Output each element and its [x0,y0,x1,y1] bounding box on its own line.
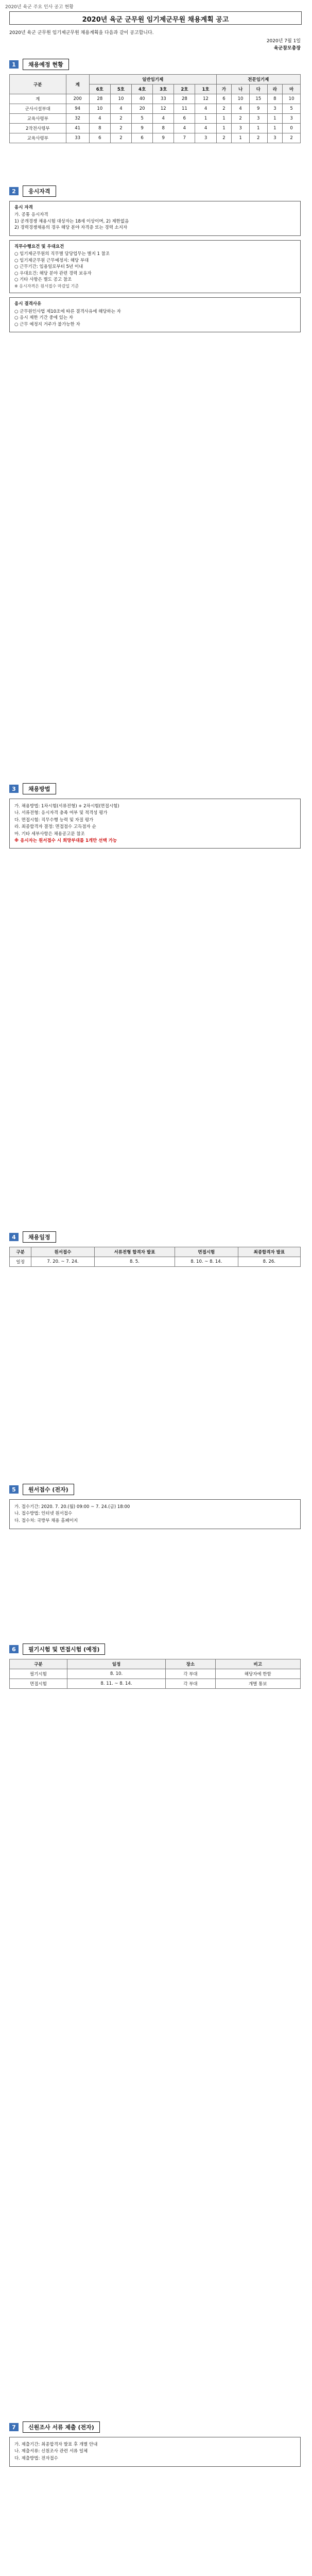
table-cell: 33 [153,94,174,104]
table-header: 최종합격자 발표 [238,1247,300,1257]
qualification-line: 가. 공통 응시자격 [14,212,48,218]
detail-line: ○ 우대요건: 해당 분야 관련 경력 보유자 [14,270,92,276]
table-cell: 12 [153,104,174,114]
section-4-title: 채용일정 [23,1231,56,1243]
table-subheader: 라 [267,84,283,94]
table-header: 구분 [10,1247,31,1257]
table-subheader: 2호 [174,84,195,94]
applicant-box [9,297,301,332]
table-cell: 교육사령부 [10,133,66,143]
table-row [10,124,301,133]
table-header: 장소 [166,1659,215,1669]
table-cell: 10 [89,104,110,114]
application-line: 나. 접수방법: 인터넷 원서접수 [14,1511,73,1517]
section-6-header [9,1643,301,1655]
section-6-title: 필기시험 및 면접시험 (예정) [23,1643,105,1655]
section-4-number: 4 [9,1233,19,1241]
table-cell: 9 [132,124,153,133]
detail-box [9,240,301,294]
title-box [9,11,302,25]
application-box [9,1499,301,1529]
table-cell: 2 [216,133,232,143]
table-cell: 8. 10. ~ 8. 14. [175,1257,238,1267]
table-cell: 32 [66,114,89,124]
table-cell: 각 부대 [166,1669,215,1679]
table-cell: 94 [66,104,89,114]
table-cell: 10 [283,94,301,104]
table-cell: 교육사령부 [10,114,66,124]
section-7-header [9,2421,301,2433]
org-text: 육군참모총장 [273,46,301,52]
table-subheader: 1호 [195,84,216,94]
table-cell: 4 [195,124,216,133]
table-cell: 면접시험 [10,1679,67,1689]
table-cell: 8. 10. [67,1669,165,1679]
intro-block [9,30,301,52]
table-cell: 3 [267,104,283,114]
section-2 [9,185,301,332]
table-cell: 개별 통보 [215,1679,300,1689]
detail-title: 직무수행요건 및 우대요건 [14,244,64,249]
table-subheader: 6호 [89,84,110,94]
identity-box [9,2437,301,2467]
table-cell: 6 [89,133,110,143]
table-header: 계 [66,75,89,94]
section-4 [9,1231,301,1267]
section-6 [9,1643,301,1689]
table-cell: 8. 11. ~ 8. 14. [67,1679,165,1689]
table-cell: 3 [232,124,250,133]
table-cell: 1 [216,114,232,124]
section-1-title: 채용예정 현황 [23,59,69,70]
table-cell: 40 [132,94,153,104]
section-1-header [9,59,301,70]
table-header: 원서접수 [31,1247,95,1257]
method-highlight: ※ 응시자는 원서접수 시 희망부대를 1개만 선택 가능 [14,838,117,844]
table-subheader: 4호 [132,84,153,94]
identity-line: 다. 제출방법: 전자접수 [14,2455,58,2461]
date-text: 2020년 7월 1일 [266,39,301,44]
table-subheader: 마 [283,84,301,94]
table-row [10,133,301,143]
table-cell: 41 [66,124,89,133]
table-cell: 4 [174,124,195,133]
table-cell: 1 [195,114,216,124]
table-cell: 군사시설부대 [10,104,66,114]
table-cell: 1 [249,124,267,133]
table-cell: 5 [283,104,301,114]
section-3-header [9,783,301,794]
table-cell: 8. 26. [238,1257,300,1267]
identity-line: 가. 제출기간: 최종합격자 발표 후 개별 안내 [14,2442,98,2447]
method-line: 마. 기타 세부사항은 채용공고문 참조 [14,831,85,837]
section-2-title: 응시자격 [23,185,56,197]
table-cell: 2 [216,104,232,114]
table-cell: 1 [232,133,250,143]
table-cell: 필기시험 [10,1669,67,1679]
exam-table [9,1659,301,1689]
section-5 [9,1484,301,1529]
table-cell: 15 [249,94,267,104]
table-cell: 9 [153,133,174,143]
table-cell: 28 [174,94,195,104]
detail-line: ○ 임기제군무원의 직무별 담당업무는 별지 1 참조 [14,251,110,257]
recruitment-header-row [10,75,301,84]
section-2-number: 2 [9,187,19,195]
table-cell: 7 [174,133,195,143]
table-row [10,94,301,104]
table-subheader: 5호 [110,84,131,94]
method-line: 가. 채용방법: 1차시험(서류전형) + 2차시험(면접시험) [14,804,119,809]
table-cell: 계 [10,94,66,104]
section-3-title: 채용방법 [23,783,56,794]
table-cell: 6 [132,133,153,143]
applicant-line: ○ 군무원인사법 제10조에 따른 결격사유에 해당하는 자 [14,309,121,314]
qualification-title: 응시 자격 [14,205,33,210]
table-subheader: 3호 [153,84,174,94]
qualification-line: 2) 경력경쟁채용의 경우 해당 분야 자격증 또는 경력 소지자 [14,225,128,231]
table-cell: 8 [153,124,174,133]
table-cell: 5 [132,114,153,124]
section-5-title: 원서접수 (전자) [23,1484,74,1495]
applicant-title: 응시 결격사유 [14,301,42,307]
table-cell: 28 [89,94,110,104]
section-7-title: 신원조사 서류 제출 (전자) [23,2421,100,2433]
section-5-number: 5 [9,1485,19,1494]
applicant-line: ○ 근무 예정지 거주가 불가능한 자 [14,321,80,327]
table-cell: 2 [249,133,267,143]
table-cell: 4 [232,104,250,114]
table-cell: 9 [249,104,267,114]
method-box [9,799,301,849]
method-line: 다. 면접시험: 직무수행 능력 및 자질 평가 [14,817,94,823]
table-cell: 1 [267,124,283,133]
table-subheader: 가 [216,84,232,94]
table-cell: 4 [195,104,216,114]
table-cell: 12 [195,94,216,104]
section-7-number: 7 [9,2423,19,2431]
table-cell: 1 [267,114,283,124]
table-row [10,1257,301,1267]
table-cell: 3 [283,114,301,124]
section-5-header [9,1484,301,1495]
method-line: 라. 최종합격자 결정: 면접점수 고득점자 순 [14,824,96,830]
table-cell: 2 [110,133,131,143]
table-row [10,1679,301,1689]
table-cell: 일정 [10,1257,31,1267]
table-cell: 4 [153,114,174,124]
table-cell: 0 [283,124,301,133]
table-cell: 200 [66,94,89,104]
table-cell: 1 [216,124,232,133]
table-header: 전문임기제 [216,75,300,84]
table-cell: 8. 5. [94,1257,175,1267]
table-subheader: 다 [249,84,267,94]
table-cell: 20 [132,104,153,114]
identity-line: 나. 제출서류: 신원조사 관련 서류 일체 [14,2449,88,2454]
section-2-header [9,185,301,197]
table-cell: 10 [110,94,131,104]
detail-line: ○ 근무기간: 임용일로부터 5년 이내 [14,264,83,270]
table-header: 구분 [10,1659,67,1669]
table-cell: 6 [216,94,232,104]
table-row [10,1669,301,1679]
detail-line: ○ 임기제군무원 근무예정지: 해당 부대 [14,258,89,263]
application-line: 가. 접수기간: 2020. 7. 20.(월) 09:00 ~ 7. 24.(금) 18:00 [14,1504,130,1510]
page-title: 2020년 육군 군무원 임기제군무원 채용계획 공고 [82,16,229,24]
table-header: 일반임기제 [89,75,216,84]
table-cell: 2 [283,133,301,143]
table-header: 서류전형 합격자 발표 [94,1247,175,1257]
section-4-header [9,1231,301,1243]
section-3 [9,783,301,849]
method-line: 나. 서류전형: 응시자격 충족 여부 및 적격성 평가 [14,810,108,816]
table-cell: 2 [110,124,131,133]
table-cell: 7. 20. ~ 7. 24. [31,1257,95,1267]
table-cell: 33 [66,133,89,143]
section-6-number: 6 [9,1645,19,1653]
top-note: 2020년 육군 주요 인사 공고 현황 [5,5,74,10]
schedule-header-row [10,1247,301,1257]
table-header: 면접시험 [175,1247,238,1257]
section-3-number: 3 [9,785,19,793]
qualification-line: 1) 공개경쟁 채용시험 대상자는 18세 이상이며, 2) 제한없음 [14,218,129,224]
table-cell: 3 [249,114,267,124]
table-cell: 8 [89,124,110,133]
table-cell: 11 [174,104,195,114]
table-cell: 3 [195,133,216,143]
section-1-number: 1 [9,60,19,69]
application-line: 다. 접수처: 국방부 채용 홈페이지 [14,1518,78,1523]
intro-text: 2020년 육군 군무원 임기제군무원 채용계획을 다음과 같이 공고합니다. [9,30,154,36]
exam-header-row [10,1659,301,1669]
table-row [10,104,301,114]
table-header: 구분 [10,75,66,94]
detail-line: ○ 기타 사항은 별도 공고 참조 [14,277,72,283]
table-subheader: 나 [232,84,250,94]
qualification-note: ※ 응시자격은 원서접수 마감일 기준 [14,283,79,289]
table-header: 비고 [215,1659,300,1669]
applicant-line: ○ 응시 제한 기간 중에 있는 자 [14,315,73,321]
table-header: 일정 [67,1659,165,1669]
table-cell: 2작전사령부 [10,124,66,133]
table-cell: 4 [89,114,110,124]
section-1 [9,59,301,143]
table-cell: 3 [267,133,283,143]
table-cell: 4 [110,104,131,114]
table-row [10,114,301,124]
qualification-box [9,201,301,236]
schedule-table [9,1247,301,1267]
recruitment-table [9,74,301,143]
table-cell: 6 [174,114,195,124]
table-cell: 2 [110,114,131,124]
section-7 [9,2421,301,2467]
table-cell: 8 [267,94,283,104]
table-cell: 2 [232,114,250,124]
table-cell: 10 [232,94,250,104]
table-cell: 각 부대 [166,1679,215,1689]
table-cell: 해당자에 한함 [215,1669,300,1679]
